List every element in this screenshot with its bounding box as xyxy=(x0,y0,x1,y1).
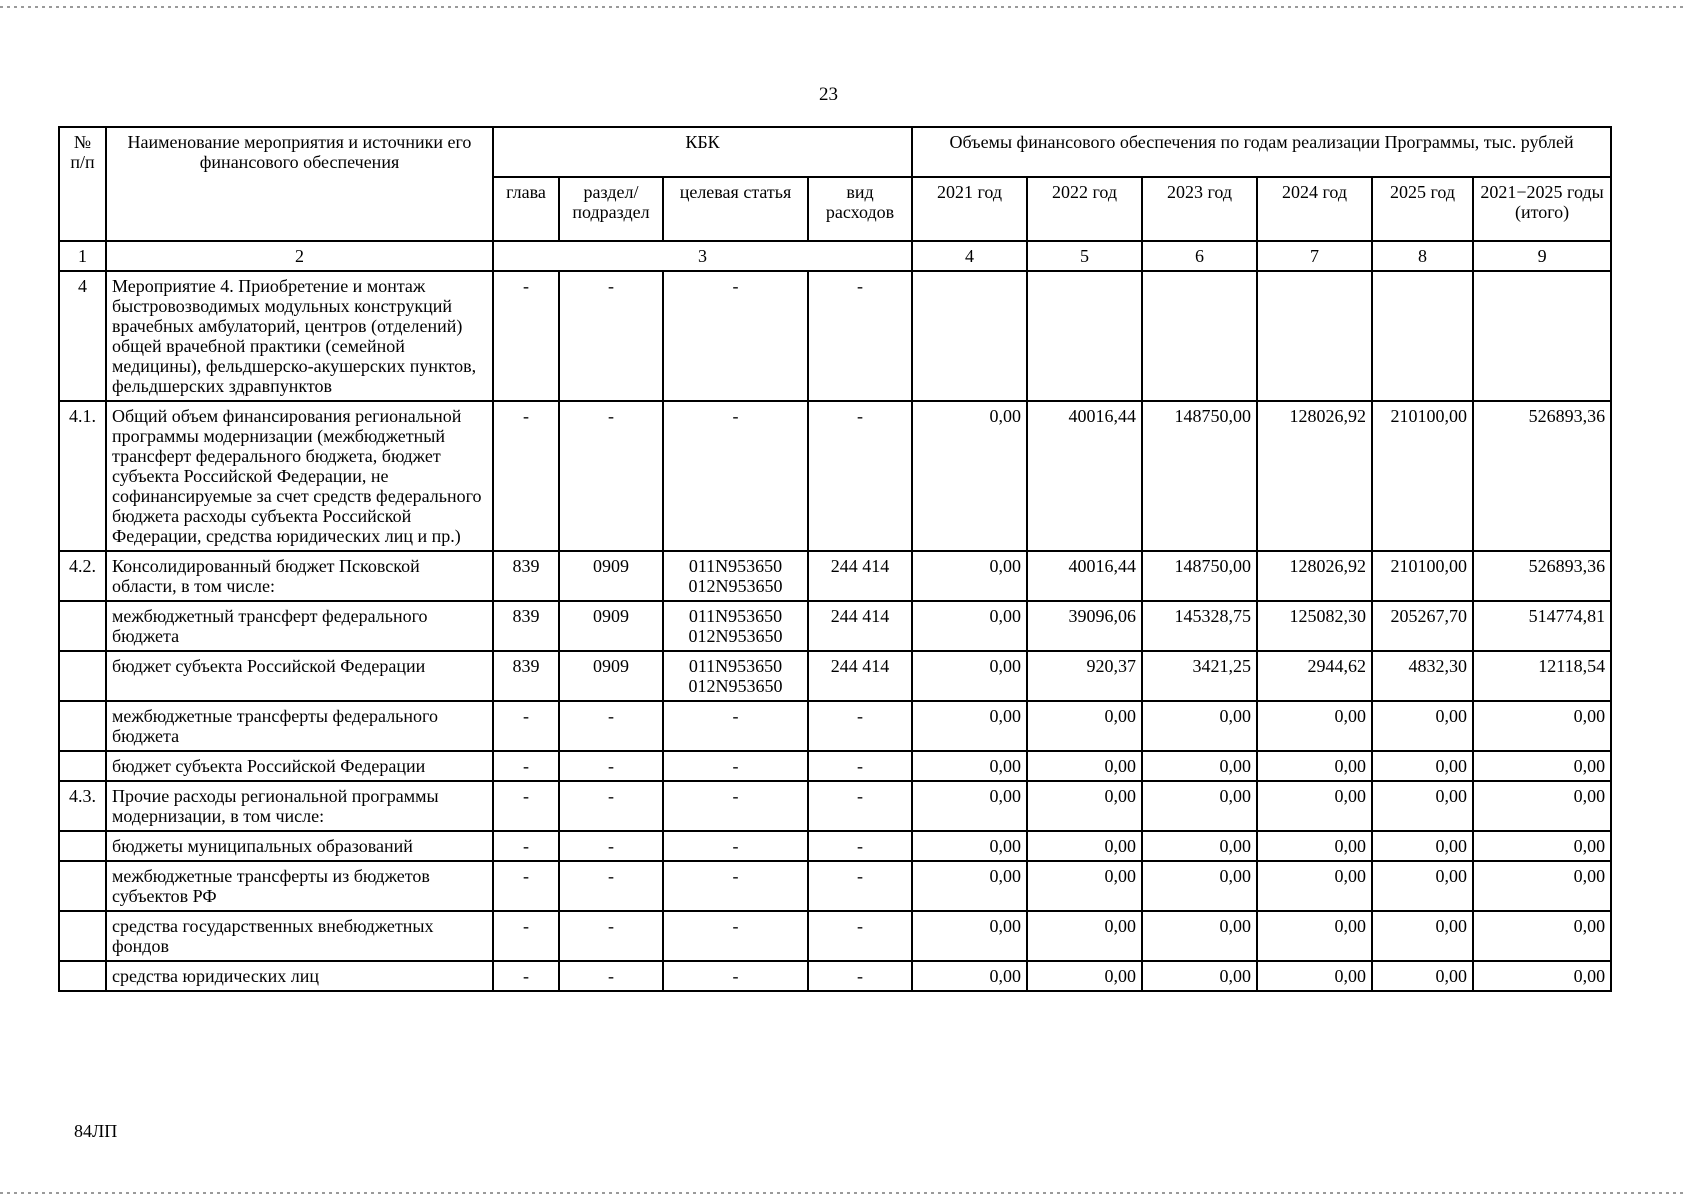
value-2023 xyxy=(1142,271,1257,401)
row-name: бюджеты муниципальных образований xyxy=(106,831,493,861)
row-num xyxy=(59,651,106,701)
value-2022: 0,00 xyxy=(1027,831,1142,861)
kbk-vid-text: - xyxy=(857,786,864,806)
value-2022 xyxy=(1027,271,1142,401)
kbk-glava: - xyxy=(493,911,559,961)
row-num: 4.1. xyxy=(59,401,106,551)
value-total: 0,00 xyxy=(1473,911,1611,961)
table-header xyxy=(59,127,1611,271)
header-2022: 2022 год xyxy=(1027,177,1142,241)
kbk-tsel-text: - xyxy=(732,706,739,726)
financing-table xyxy=(58,126,1612,992)
kbk-razdel: - xyxy=(559,401,663,551)
col-number: 5 xyxy=(1027,241,1142,271)
col-number: 6 xyxy=(1142,241,1257,271)
kbk-vid-text: - xyxy=(857,706,864,726)
table-row xyxy=(59,271,1611,401)
table-row xyxy=(59,781,1611,831)
row-name: средства юридических лиц xyxy=(106,961,493,991)
kbk-tsel-text: - xyxy=(732,916,739,936)
header-razdel: раздел/ подраздел xyxy=(559,177,663,241)
kbk-vid xyxy=(808,701,912,751)
value-2022: 0,00 xyxy=(1027,701,1142,751)
kbk-tsel xyxy=(663,781,808,831)
kbk-razdel: - xyxy=(559,781,663,831)
kbk-tsel-text: - xyxy=(732,276,739,296)
header-2024: 2024 год xyxy=(1257,177,1372,241)
row-num xyxy=(59,831,106,861)
value-total: 526893,36 xyxy=(1473,401,1611,551)
row-name: межбюджетные трансферты из бюджетов субъектов РФ xyxy=(106,861,493,911)
value-2023: 0,00 xyxy=(1142,751,1257,781)
header-total: 2021−2025 годы (итого) xyxy=(1473,177,1611,241)
value-2023: 0,00 xyxy=(1142,911,1257,961)
value-2024: 0,00 xyxy=(1257,911,1372,961)
value-2021: 0,00 xyxy=(912,911,1027,961)
value-total xyxy=(1473,271,1611,401)
kbk-glava: - xyxy=(493,831,559,861)
kbk-razdel: - xyxy=(559,751,663,781)
value-2023: 148750,00 xyxy=(1142,551,1257,601)
kbk-tsel xyxy=(663,961,808,991)
col-number: 3 xyxy=(493,241,912,271)
header-2023: 2023 год xyxy=(1142,177,1257,241)
kbk-glava: 839 xyxy=(493,651,559,701)
value-2025: 0,00 xyxy=(1372,911,1473,961)
value-2025: 0,00 xyxy=(1372,831,1473,861)
kbk-tsel xyxy=(663,401,808,551)
kbk-tsel xyxy=(663,651,808,701)
page-number: 23 xyxy=(819,84,838,105)
kbk-razdel: - xyxy=(559,911,663,961)
kbk-tsel-text: - xyxy=(732,786,739,806)
value-2023: 0,00 xyxy=(1142,861,1257,911)
value-2025: 0,00 xyxy=(1372,701,1473,751)
header-vid: вид расходов xyxy=(808,177,912,241)
value-2022: 920,37 xyxy=(1027,651,1142,701)
value-2021: 0,00 xyxy=(912,751,1027,781)
kbk-razdel: 0909 xyxy=(559,601,663,651)
value-2024: 2944,62 xyxy=(1257,651,1372,701)
table-row xyxy=(59,401,1611,551)
kbk-tsel-text: - xyxy=(732,966,739,986)
header-2025: 2025 год xyxy=(1372,177,1473,241)
kbk-vid xyxy=(808,911,912,961)
value-2022: 0,00 xyxy=(1027,861,1142,911)
kbk-vid-text: - xyxy=(857,756,864,776)
col-number: 9 xyxy=(1473,241,1611,271)
header-volumes: Объемы финансового обеспечения по годам реализации Программы, тыс. рублей xyxy=(912,127,1611,177)
kbk-tsel-text: 011N953650 012N953650 xyxy=(688,556,783,596)
value-2024: 0,00 xyxy=(1257,961,1372,991)
kbk-vid-text: 244 414 xyxy=(830,656,890,676)
value-2023: 0,00 xyxy=(1142,961,1257,991)
value-2024: 0,00 xyxy=(1257,701,1372,751)
kbk-vid-text: - xyxy=(857,966,864,986)
row-num xyxy=(59,701,106,751)
value-total: 514774,81 xyxy=(1473,601,1611,651)
value-2025: 0,00 xyxy=(1372,781,1473,831)
value-2023: 148750,00 xyxy=(1142,401,1257,551)
row-num: 4.2. xyxy=(59,551,106,601)
kbk-razdel: - xyxy=(559,961,663,991)
value-2022: 0,00 xyxy=(1027,751,1142,781)
kbk-vid-text: - xyxy=(857,866,864,886)
value-2021: 0,00 xyxy=(912,701,1027,751)
value-2022: 0,00 xyxy=(1027,961,1142,991)
col-number: 1 xyxy=(59,241,106,271)
value-total: 0,00 xyxy=(1473,831,1611,861)
value-2025: 0,00 xyxy=(1372,751,1473,781)
row-name: бюджет субъекта Российской Федерации xyxy=(106,651,493,701)
value-2022: 39096,06 xyxy=(1027,601,1142,651)
value-total: 0,00 xyxy=(1473,751,1611,781)
value-2023: 3421,25 xyxy=(1142,651,1257,701)
header-2021: 2021 год xyxy=(912,177,1027,241)
kbk-tsel xyxy=(663,831,808,861)
kbk-vid-text: - xyxy=(857,836,864,856)
kbk-glava: - xyxy=(493,401,559,551)
value-2025 xyxy=(1372,271,1473,401)
kbk-vid xyxy=(808,271,912,401)
table-row xyxy=(59,961,1611,991)
kbk-vid-text: - xyxy=(857,406,864,426)
value-2021: 0,00 xyxy=(912,781,1027,831)
table-body xyxy=(59,271,1611,991)
value-2025: 205267,70 xyxy=(1372,601,1473,651)
kbk-glava: - xyxy=(493,781,559,831)
kbk-vid xyxy=(808,751,912,781)
col-number: 4 xyxy=(912,241,1027,271)
value-total: 526893,36 xyxy=(1473,551,1611,601)
scan-edge-bottom xyxy=(0,1192,1686,1194)
document-code: 84ЛП xyxy=(74,1121,118,1141)
kbk-razdel: - xyxy=(559,701,663,751)
header-glava: глава xyxy=(493,177,559,241)
row-num xyxy=(59,961,106,991)
value-2024: 0,00 xyxy=(1257,751,1372,781)
row-name: Прочие расходы региональной программы модернизации, в том числе: xyxy=(106,781,493,831)
value-2021: 0,00 xyxy=(912,861,1027,911)
kbk-razdel: - xyxy=(559,271,663,401)
value-2024: 125082,30 xyxy=(1257,601,1372,651)
kbk-tsel-text: - xyxy=(732,866,739,886)
kbk-vid xyxy=(808,601,912,651)
value-2024: 128026,92 xyxy=(1257,401,1372,551)
value-2021: 0,00 xyxy=(912,401,1027,551)
kbk-vid-text: - xyxy=(857,276,864,296)
kbk-vid xyxy=(808,961,912,991)
header-num: № п/п xyxy=(59,127,106,241)
value-2025: 210100,00 xyxy=(1372,401,1473,551)
value-2025: 0,00 xyxy=(1372,861,1473,911)
value-2025: 210100,00 xyxy=(1372,551,1473,601)
kbk-glava: - xyxy=(493,271,559,401)
row-name: Консолидированный бюджет Псковской области, в том числе: xyxy=(106,551,493,601)
kbk-vid xyxy=(808,651,912,701)
value-2023: 0,00 xyxy=(1142,701,1257,751)
value-2021: 0,00 xyxy=(912,601,1027,651)
value-2022: 40016,44 xyxy=(1027,551,1142,601)
kbk-vid-text: 244 414 xyxy=(830,606,890,626)
value-2021: 0,00 xyxy=(912,961,1027,991)
kbk-razdel: 0909 xyxy=(559,551,663,601)
kbk-tsel xyxy=(663,271,808,401)
table-row xyxy=(59,861,1611,911)
value-2023: 0,00 xyxy=(1142,781,1257,831)
kbk-glava: - xyxy=(493,751,559,781)
value-2022: 0,00 xyxy=(1027,781,1142,831)
value-2025: 4832,30 xyxy=(1372,651,1473,701)
kbk-vid xyxy=(808,551,912,601)
value-2021: 0,00 xyxy=(912,831,1027,861)
col-number: 8 xyxy=(1372,241,1473,271)
value-2024: 0,00 xyxy=(1257,831,1372,861)
table-row xyxy=(59,551,1611,601)
kbk-vid xyxy=(808,401,912,551)
table-row xyxy=(59,701,1611,751)
kbk-tsel-text: 011N953650 012N953650 xyxy=(688,656,783,696)
kbk-vid xyxy=(808,781,912,831)
kbk-tsel xyxy=(663,701,808,751)
table-row xyxy=(59,911,1611,961)
value-2023: 0,00 xyxy=(1142,831,1257,861)
kbk-vid-text: 244 414 xyxy=(830,556,890,576)
row-num xyxy=(59,601,106,651)
value-total: 0,00 xyxy=(1473,961,1611,991)
row-num xyxy=(59,911,106,961)
value-2023: 145328,75 xyxy=(1142,601,1257,651)
col-number: 7 xyxy=(1257,241,1372,271)
row-num: 4 xyxy=(59,271,106,401)
row-name: Мероприятие 4. Приобретение и монтаж быстровозводимых модульных конструкций врачебных амбулаторий, центров (отделений) общей врачебной практики (семейной медицины), фельдшерско-акушерских пунктов, фельдшерских здравпунктов xyxy=(106,271,493,401)
kbk-razdel: - xyxy=(559,831,663,861)
row-name: межбюджетные трансферты федерального бюджета xyxy=(106,701,493,751)
value-2021 xyxy=(912,271,1027,401)
kbk-vid-text: - xyxy=(857,916,864,936)
row-name: межбюджетный трансферт федерального бюджета xyxy=(106,601,493,651)
value-2024 xyxy=(1257,271,1372,401)
value-2021: 0,00 xyxy=(912,651,1027,701)
value-2024: 0,00 xyxy=(1257,861,1372,911)
col-number: 2 xyxy=(106,241,493,271)
kbk-glava: - xyxy=(493,961,559,991)
kbk-glava: - xyxy=(493,861,559,911)
table-row xyxy=(59,601,1611,651)
row-name: средства государственных внебюджетных фондов xyxy=(106,911,493,961)
table-row xyxy=(59,831,1611,861)
kbk-tsel xyxy=(663,601,808,651)
value-2021: 0,00 xyxy=(912,551,1027,601)
row-num: 4.3. xyxy=(59,781,106,831)
kbk-glava: - xyxy=(493,701,559,751)
kbk-tsel xyxy=(663,751,808,781)
kbk-glava: 839 xyxy=(493,601,559,651)
value-2022: 40016,44 xyxy=(1027,401,1142,551)
kbk-vid xyxy=(808,831,912,861)
value-2022: 0,00 xyxy=(1027,911,1142,961)
header-name: Наименование мероприятия и источники его финансового обеспечения xyxy=(106,127,493,241)
column-number-row xyxy=(59,241,1611,271)
header-kbk: КБК xyxy=(493,127,912,177)
value-2025: 0,00 xyxy=(1372,961,1473,991)
value-total: 0,00 xyxy=(1473,781,1611,831)
kbk-razdel: 0909 xyxy=(559,651,663,701)
kbk-tsel xyxy=(663,861,808,911)
value-total: 0,00 xyxy=(1473,701,1611,751)
header-tsel: целевая статья xyxy=(663,177,808,241)
value-2024: 128026,92 xyxy=(1257,551,1372,601)
scan-edge-top xyxy=(0,6,1686,8)
value-total: 12118,54 xyxy=(1473,651,1611,701)
kbk-tsel-text: - xyxy=(732,836,739,856)
table-row xyxy=(59,651,1611,701)
kbk-tsel-text: - xyxy=(732,406,739,426)
value-2024: 0,00 xyxy=(1257,781,1372,831)
kbk-tsel-text: 011N953650 012N953650 xyxy=(688,606,783,646)
row-name: Общий объем финансирования региональной программы модернизации (межбюджетный трансферт федерального бюджета, бюджет субъекта Российской Федерации, не софинансируемые за счет средств федерального бюджета расходы субъекта Российской Федерации, средства юридических лиц и пр.) xyxy=(106,401,493,551)
row-name: бюджет субъекта Российской Федерации xyxy=(106,751,493,781)
kbk-vid xyxy=(808,861,912,911)
row-num xyxy=(59,861,106,911)
kbk-tsel xyxy=(663,911,808,961)
row-num xyxy=(59,751,106,781)
kbk-glava: 839 xyxy=(493,551,559,601)
table-row xyxy=(59,751,1611,781)
kbk-tsel-text: - xyxy=(732,756,739,776)
kbk-tsel xyxy=(663,551,808,601)
value-total: 0,00 xyxy=(1473,861,1611,911)
kbk-razdel: - xyxy=(559,861,663,911)
